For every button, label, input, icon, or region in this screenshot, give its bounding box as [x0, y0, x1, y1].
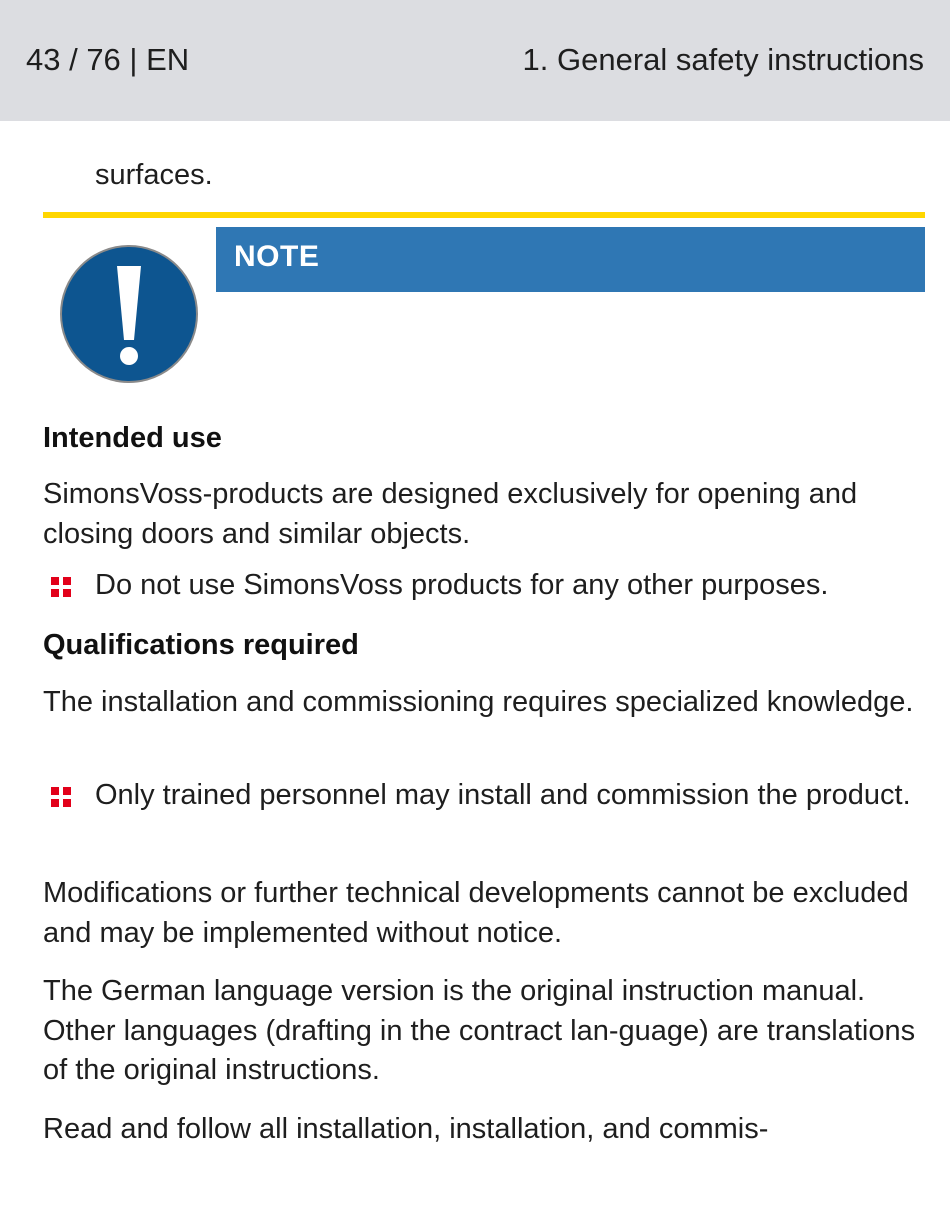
paragraph-intended-use: SimonsVoss-products are designed exclusively for opening and closing doors and similar objects.	[43, 478, 858, 550]
list-item	[43, 776, 925, 856]
paragraph-qualifications: The installation and commissioning requires specialized knowledge.	[43, 686, 914, 718]
paragraph-read-follow: Read and follow all installation, installation, and commis-	[43, 1113, 769, 1145]
bullet-text: Only trained personnel may install and commission the product.	[95, 779, 911, 811]
bullet-text: Do not use SimonsVoss products for any other purposes.	[95, 569, 829, 601]
continued-text: surfaces.	[95, 159, 213, 191]
bullet-icon	[51, 787, 71, 807]
list-item	[43, 566, 925, 606]
section-title: 1. General safety instructions	[522, 42, 924, 77]
note-label: NOTE	[234, 240, 320, 273]
bullet-icon	[51, 577, 71, 597]
page-header	[0, 0, 950, 121]
note-banner	[216, 227, 925, 292]
paragraph-language: The German language version is the original instruction manual. Other languages (drafting in the contract lan-guage) are translations of the original instructions.	[43, 975, 916, 1086]
page-indicator: 43 / 76 | EN	[26, 42, 190, 77]
yellow-divider	[43, 212, 925, 218]
exclamation-mark-icon	[59, 244, 199, 384]
paragraph-modifications: Modifications or further technical developments cannot be excluded and may be implemented without notice.	[43, 877, 909, 949]
heading-intended-use: Intended use	[43, 422, 222, 454]
heading-qualifications: Qualifications required	[43, 629, 359, 661]
